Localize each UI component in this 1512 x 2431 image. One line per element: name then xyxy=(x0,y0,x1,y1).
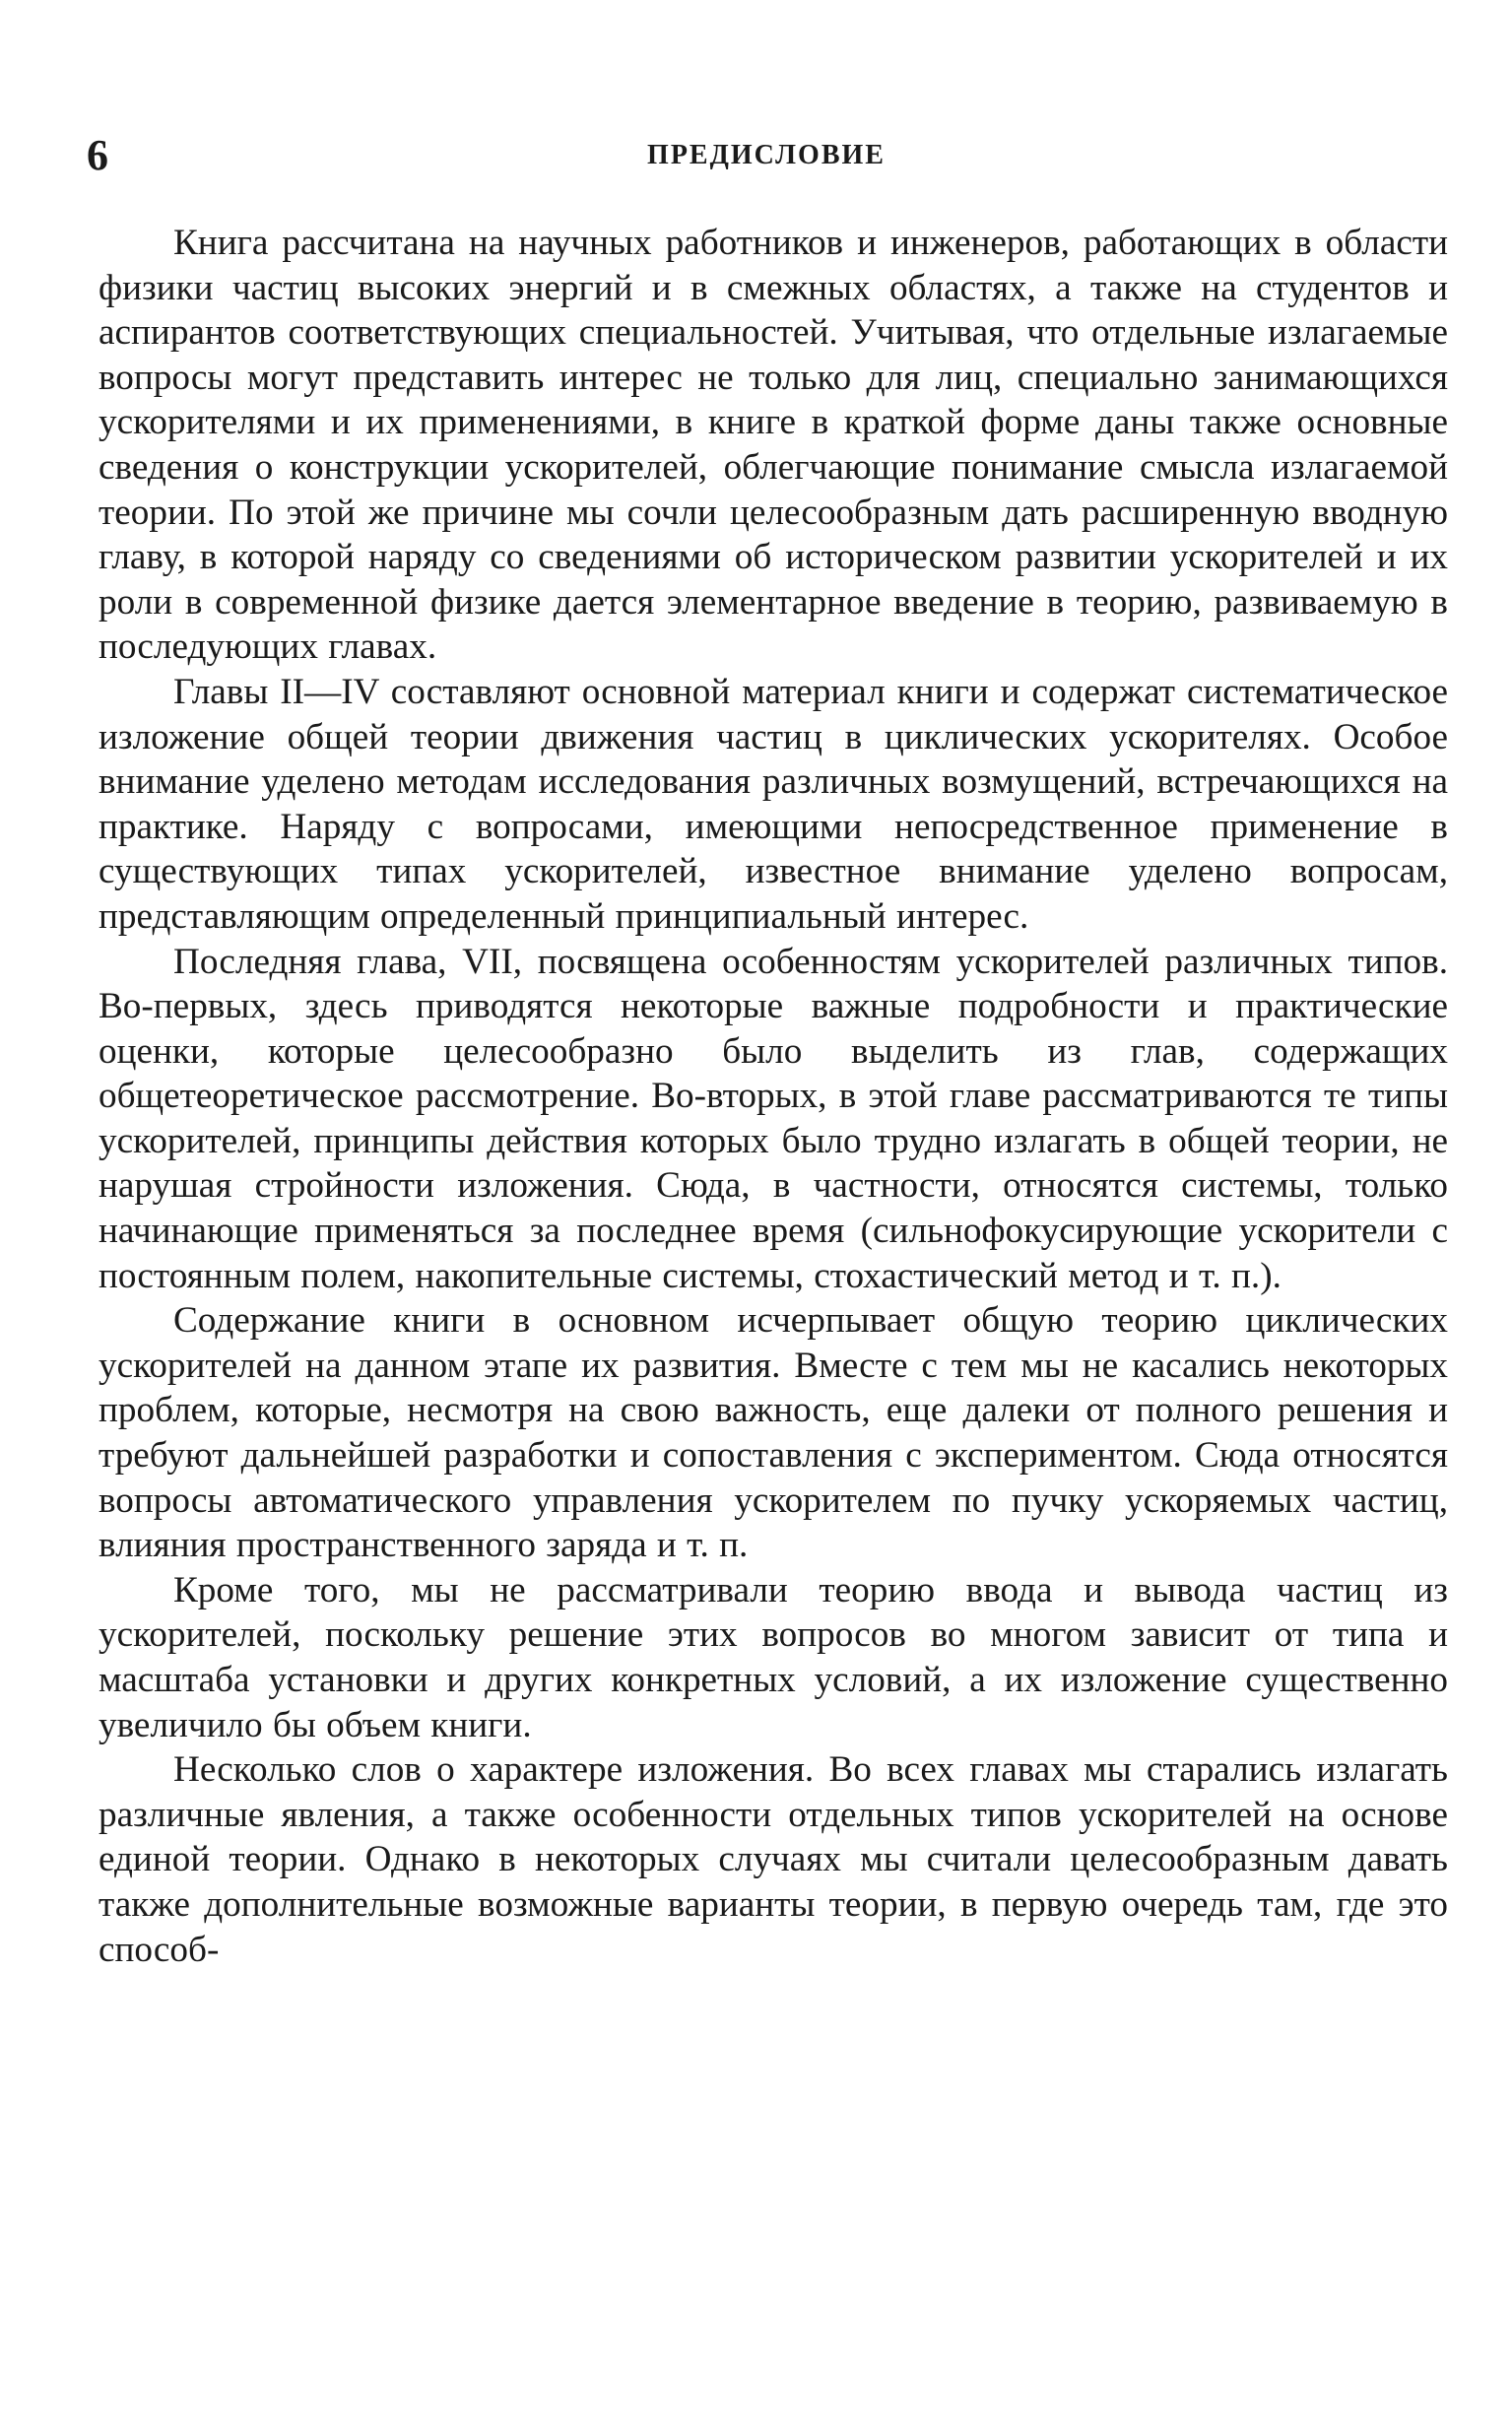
paragraph: Кроме того, мы не рассматривали теорию ввода и вывода частиц из ускорителей, поскольку решение этих вопросов во многом зависит от типа и масштаба установки и других конкретных условий, а их изложение существенно увеличило бы объем книги. xyxy=(99,1569,1448,1745)
page-number: 6 xyxy=(87,131,108,179)
paragraph: Книга рассчитана на научных работников и инженеров, работающих в области физики частиц высоких энергий и в смежных областях, а также на студентов и аспирантов соответствующих специальностей. Учитывая, что отдельные излагаемые вопросы могут представить интерес не только для лиц, специально занимающихся ускорителями и их применениями, в книге в краткой форме даны также основные сведения о конструкции ускорителей, облегчающие понимание смысла излагаемой теории. По этой же причине мы сочли целесообразным дать расширенную вводную главу, в которой наряду со сведениями об историческом развитии ускорителей и их роли в современной физике дается элементарное введение в теорию, развиваемую в последующих главах. xyxy=(99,223,1448,668)
body-text xyxy=(99,221,1448,1972)
paragraph: Содержание книги в основном исчерпывает общую теорию циклических ускорителей на данном этапе их развития. Вместе с тем мы не касались некоторых проблем, которые, несмотря на свою важность, еще далеки от полного решения и требуют дальнейшей разработки и сопоставления с экспериментом. Сюда относятся вопросы автоматического управления ускорителем по пучку ускоряемых частиц, влияния пространственного заряда и т. п. xyxy=(99,1300,1448,1566)
paragraph: Последняя глава, VII, посвящена особенностям ускорителей различных типов. Во-первых, здесь приводятся некоторые важные подробности и практические оценки, которые целесообразно было выделить из глав, содержащих общетеоретическое рассмотрение. Во-вторых, в этой главе рассматриваются те типы ускорителей, принципы действия которых было трудно излагать в общей теории, не нарушая стройности изложения. Сюда, в частности, относятся системы, только начинающие применяться за последнее время (сильнофокусирующие ускорители с постоянным полем, накопительные системы, стохастический метод и т. п.). xyxy=(99,941,1448,1296)
paragraph: Несколько слов о характере изложения. Во всех главах мы старались излагать различные явления, а также особенности отдельных типов ускорителей на основе единой теории. Однако в некоторых случаях мы считали целесообразным давать также дополнительные возможные варианты теории, в первую очередь там, где это способ- xyxy=(99,1749,1448,1970)
page-header xyxy=(87,126,1446,185)
paragraph: Главы II—IV составляют основной материал книги и содержат систематическое изложение общей теории движения частиц в циклических ускорителях. Особое внимание уделено методам исследования различных возмущений, встречающихся на практике. Наряду с вопросами, имеющими непосредственное применение в существующих типах ускорителей, известное внимание уделено вопросам, представляющим определенный принципиальный интерес. xyxy=(99,671,1448,937)
running-title: ПРЕДИСЛОВИЕ xyxy=(647,140,886,170)
